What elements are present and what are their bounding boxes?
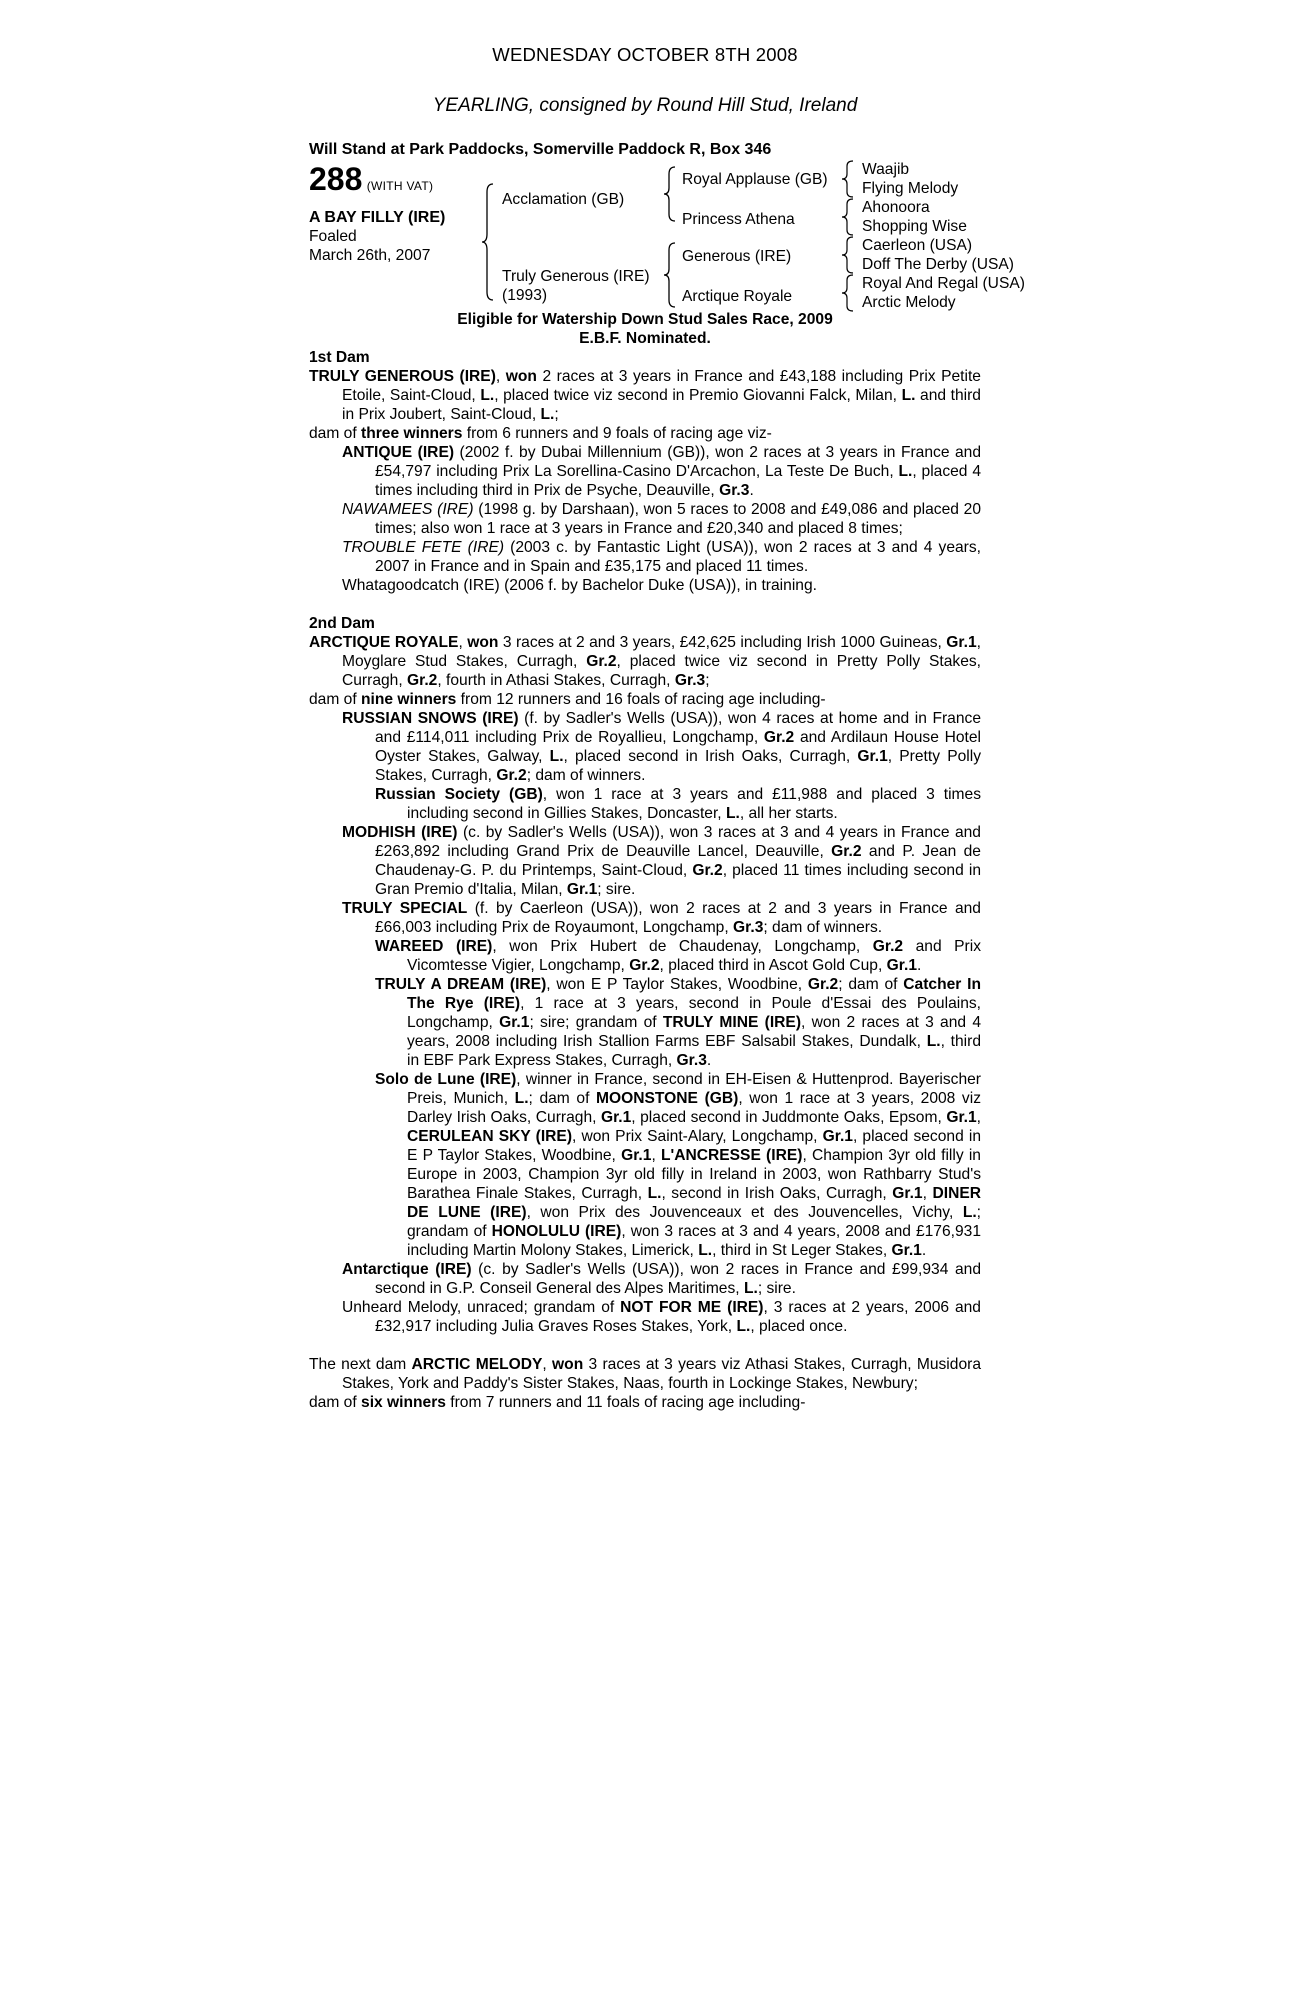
text: ; dam of — [838, 976, 904, 993]
race-grade: Gr.1 — [946, 1109, 977, 1126]
horse-name: CERULEAN SKY (IRE) — [407, 1128, 573, 1145]
text: , placed 4 times including third in Prix de Psyche, Deauville, — [375, 463, 981, 499]
text: , placed twice viz second in Premio Giovanni Falck, Milan, — [494, 387, 902, 404]
gen3-brace-1 — [841, 160, 855, 198]
text: , — [495, 368, 506, 385]
produce-unheard-melody — [309, 1298, 981, 1336]
horse-name: TRULY GENEROUS (IRE) — [309, 368, 496, 385]
horse-name: TRULY SPECIAL — [342, 900, 468, 917]
gen3-brace-2 — [841, 198, 855, 236]
foaled-date: March 26th, 2007 — [309, 247, 431, 264]
horse-name: NOT FOR ME (IRE) — [620, 1299, 764, 1316]
text: , Pretty Polly Stakes, Curragh, — [375, 748, 982, 784]
text: and Ardilaun House Hotel Oyster Stakes, Galway, — [375, 729, 981, 765]
produce-antique — [309, 443, 981, 500]
text: ; dam of winners. — [763, 919, 883, 936]
text: ; — [705, 672, 710, 689]
text: , placed twice viz second in Pretty Polly Stakes, Curragh, — [342, 653, 981, 689]
first-dam-produce-summary — [309, 424, 981, 443]
race-grade: Gr.1 — [946, 634, 977, 651]
race-grade: Gr.3 — [674, 672, 706, 689]
produce-nawamees — [309, 500, 981, 538]
race-grade: Gr.3 — [719, 482, 750, 499]
text: 3 races at 3 years viz Athasi Stakes, Curragh, Musidora Stakes, York and Paddy's Sister Stakes, Naas, fourth in Lockinge Stakes, Newbury; — [342, 1356, 981, 1392]
text: , third in St Leger Stakes, — [712, 1242, 892, 1259]
horse-name: Solo de Lune (IRE) — [375, 1071, 517, 1088]
text: , all her starts. — [739, 805, 838, 822]
text: (1998 g. by Darshaan), won 5 races to 2008 and £49,086 and placed 20 times; also won 1 race at 3 years in France and £20,340 and placed 8 times; — [375, 501, 981, 537]
second-dam-entry — [309, 633, 981, 690]
stand-location: Will Stand at Park Paddocks, Somerville Paddock R, Box 346 — [309, 141, 772, 158]
horse-name: MODHISH (IRE) — [342, 824, 458, 841]
text: , won Prix des Jouvenceaux et des Jouvencelles, Vichy, — [526, 1204, 963, 1221]
horse-name: TRULY A DREAM (IRE) — [375, 976, 547, 993]
race-grade: Gr.2 — [807, 976, 839, 993]
first-dam-heading: 1st Dam — [309, 349, 370, 366]
race-grade: Gr.1 — [499, 1014, 530, 1031]
race-grade: L. — [898, 463, 913, 480]
text: ; grandam of — [407, 1204, 982, 1240]
race-grade: Gr.1 — [600, 1109, 632, 1126]
text: , — [976, 1109, 981, 1126]
race-grade: Gr.1 — [892, 1185, 923, 1202]
text: The next dam — [309, 1356, 412, 1373]
race-grade: Gr.1 — [857, 748, 888, 765]
text: , 3 races at 2 years, 2006 and £32,917 including Julia Graves Roses Stakes, York, — [375, 1299, 981, 1335]
race-grade: L. — [514, 1090, 529, 1107]
produce-truly-a-dream — [309, 975, 981, 1070]
horse-name: NAWAMEES (IRE) — [342, 501, 474, 518]
horse-name: DINER DE LUNE (IRE) — [407, 1185, 982, 1221]
gen3-ancestor: Waajib — [862, 161, 910, 178]
pedigree-dam-sire: Generous (IRE) — [682, 248, 792, 265]
won-label: won — [552, 1356, 584, 1373]
gen3-ancestor: Doff The Derby (USA) — [862, 256, 1014, 273]
horse-name: ARCTIC MELODY — [411, 1356, 543, 1373]
horse-name: MOONSTONE (GB) — [596, 1090, 739, 1107]
race-grade: Gr.2 — [496, 767, 527, 784]
first-dam-entry — [309, 367, 981, 424]
race-grade: Gr.1 — [822, 1128, 853, 1145]
text: from 7 runners and 11 foals of racing age including- — [445, 1394, 806, 1411]
race-grade: L. — [743, 1280, 758, 1297]
text: dam of — [309, 1394, 362, 1411]
horse-name: RUSSIAN SNOWS (IRE) — [342, 710, 519, 727]
gen3-brace-4 — [841, 274, 855, 312]
text: , placed second in E P Taylor Stakes, Woodbine, — [407, 1128, 981, 1164]
race-grade: Gr.2 — [407, 672, 438, 689]
text: , winner in France, second in EH-Eisen & Huttenprod. Bayerischer Preis, Munich, — [407, 1071, 981, 1107]
text: . — [749, 482, 754, 499]
dam-line-brace — [663, 242, 677, 308]
pedigree-sire: Acclamation (GB) — [502, 191, 625, 208]
text: , placed second in Juddmonte Oaks, Epsom, — [631, 1109, 947, 1126]
gen3-ancestor: Ahonoora — [862, 199, 930, 216]
text: ; sire. — [597, 881, 636, 898]
produce-solo-de-lune — [309, 1070, 981, 1260]
text: 2 races at 3 years in France and £43,188 including Prix Petite Etoile, Saint-Cloud, — [342, 368, 981, 404]
next-dam-produce-summary — [309, 1393, 981, 1412]
text: ; dam of — [528, 1090, 597, 1107]
lot-number: 288 — [309, 161, 363, 197]
pedigree-dam-dam: Arctique Royale — [682, 288, 793, 305]
sire-dam-brace — [481, 182, 495, 302]
race-grade: L. — [698, 1242, 713, 1259]
produce-russian-snows — [309, 709, 981, 785]
second-dam-produce-summary — [309, 690, 981, 709]
horse-name: Russian Society (GB) — [375, 786, 543, 803]
race-grade: L. — [736, 1318, 751, 1335]
text: , placed 11 times including second in Gran Premio d'Italia, Milan, — [375, 862, 981, 898]
text: , fourth in Athasi Stakes, Curragh, — [437, 672, 675, 689]
produce-whatagoodcatch: Whatagoodcatch (IRE) (2006 f. by Bachelor Duke (USA)), in training. — [342, 577, 817, 594]
pedigree-dam: Truly Generous (IRE) — [502, 268, 650, 285]
produce-truly-special — [309, 899, 981, 937]
text: from 6 runners and 9 foals of racing age viz- — [462, 425, 772, 442]
ebf-line: E.B.F. Nominated. — [579, 330, 711, 347]
text: , third in EBF Park Express Stakes, Curragh, — [407, 1033, 982, 1069]
winners-count: six winners — [361, 1394, 446, 1411]
race-grade: L. — [549, 748, 564, 765]
eligibility-line: Eligible for Watership Down Stud Sales Race, 2009 — [457, 311, 833, 328]
race-grade: Gr.2 — [872, 938, 904, 955]
gen3-brace-3 — [841, 236, 855, 274]
text: , Champion 3yr old filly in Europe in 2003, Champion 3yr old filly in Ireland in 2003, won Rathbarry Stud's Barathea Finale Stakes, Curragh, — [407, 1147, 981, 1202]
produce-trouble-fete — [309, 538, 981, 576]
text: , placed second in Irish Oaks, Curragh, — [563, 748, 858, 765]
catalogue-page — [309, 44, 1025, 1412]
produce-modhish — [309, 823, 981, 899]
text: , won E P Taylor Stakes, Woodbine, — [546, 976, 808, 993]
winners-count: nine winners — [361, 691, 457, 708]
horse-name: WAREED (IRE) — [375, 938, 493, 955]
race-grade: Gr.1 — [566, 881, 598, 898]
text: , — [458, 634, 468, 651]
race-grade: Gr.1 — [621, 1147, 652, 1164]
text: (f. by Caerleon (USA)), won 2 races at 2 and 3 years in France and £66,003 including Prix de Royaumont, Longchamp, — [375, 900, 981, 936]
text: ; sire; grandam of — [529, 1014, 663, 1031]
race-grade: L. — [962, 1204, 977, 1221]
text: from 12 runners and 16 foals of racing age including- — [456, 691, 826, 708]
race-grade: L. — [725, 805, 740, 822]
text: and Prix Vicomtesse Vigier, Longchamp, — [407, 938, 981, 974]
race-grade: Gr.3 — [676, 1052, 707, 1069]
text: . — [917, 957, 922, 974]
race-grade: L. — [480, 387, 495, 404]
text: ; — [554, 406, 559, 423]
text: and P. Jean de Chaudenay-G. P. du Printemps, Saint-Cloud, — [375, 843, 981, 879]
text: dam of — [309, 425, 362, 442]
gen3-ancestor: Flying Melody — [862, 180, 959, 197]
text: , won 1 race at 3 years and £11,988 and placed 3 times including second in Gillies Stakes, Doncaster, — [407, 786, 981, 822]
pedigree-sire-sire: Royal Applause (GB) — [682, 171, 828, 188]
horse-name: L'ANCRESSE (IRE) — [660, 1147, 803, 1164]
text: , placed once. — [750, 1318, 848, 1335]
race-grade: L. — [901, 387, 916, 404]
race-grade: L. — [926, 1033, 941, 1050]
text: ; sire. — [757, 1280, 796, 1297]
race-grade: Gr.2 — [692, 862, 723, 879]
horse-name: TRULY MINE (IRE) — [662, 1014, 802, 1031]
pedigree-dam-year: (1993) — [502, 287, 548, 304]
text: , won 3 races at 3 and 4 years, 2008 and £176,931 including Martin Molony Stakes, Limerick, — [407, 1223, 981, 1259]
race-grade: Gr.2 — [586, 653, 617, 670]
text: , won 2 races at 3 and 4 years, 2008 including Irish Stallion Farms EBF Salsabil Stakes, Dundalk, — [407, 1014, 982, 1050]
pedigree-block — [309, 160, 1025, 311]
foaled-label: Foaled — [309, 228, 357, 245]
vat-note: (WITH VAT) — [366, 179, 434, 193]
produce-russian-society — [309, 785, 981, 823]
produce-antarctique — [309, 1260, 981, 1298]
won-label: won — [505, 368, 537, 385]
text: (c. by Sadler's Wells (USA)), won 2 races in France and £99,934 and second in G.P. Conseil General des Alpes Maritimes, — [375, 1261, 981, 1297]
text: , won Prix Hubert de Chaudenay, Longchamp, — [492, 938, 873, 955]
horse-name: ARCTIQUE ROYALE — [309, 634, 459, 651]
race-grade: L. — [540, 406, 555, 423]
text: , second in Irish Oaks, Curragh, — [661, 1185, 893, 1202]
consignment-line: YEARLING, consigned by Round Hill Stud, Ireland — [432, 95, 858, 116]
race-grade: Gr.1 — [886, 957, 917, 974]
next-dam-entry — [309, 1355, 981, 1393]
gen3-ancestor: Shopping Wise — [862, 218, 967, 235]
text: . — [706, 1052, 712, 1069]
text: , Moyglare Stud Stakes, Curragh, — [342, 634, 981, 670]
race-grade: Gr.2 — [831, 843, 862, 860]
gen3-ancestor: Royal And Regal (USA) — [862, 275, 1025, 292]
race-grade: Gr.1 — [891, 1242, 922, 1259]
race-grade: Gr.2 — [763, 729, 795, 746]
text: Unheard Melody, unraced; grandam of — [342, 1299, 621, 1316]
horse-name: TROUBLE FETE (IRE) — [342, 539, 505, 556]
gen3-ancestor: Caerleon (USA) — [862, 237, 973, 254]
text: (c. by Sadler's Wells (USA)), won 3 races at 3 and 4 years in France and £263,892 including Grand Prix de Deauville Lancel, Deauville, — [375, 824, 981, 860]
race-grade: Gr.3 — [733, 919, 764, 936]
horse-name: HONOLULU (IRE) — [491, 1223, 622, 1240]
horse-name: Antarctique (IRE) — [342, 1261, 472, 1278]
race-grade: L. — [647, 1185, 662, 1202]
text: , placed third in Ascot Gold Cup, — [659, 957, 887, 974]
text: (f. by Sadler's Wells (USA)), won 4 races at home and in France and £114,011 including Prix de Royallieu, Longchamp, — [375, 710, 981, 746]
text: ; dam of winners. — [526, 767, 646, 784]
text: , — [651, 1147, 661, 1164]
text: , won 1 race at 3 years, 2008 viz Darley Irish Oaks, Curragh, — [407, 1090, 981, 1126]
sire-line-brace — [663, 166, 677, 222]
lot-number-line — [309, 162, 433, 196]
text: , — [542, 1356, 553, 1373]
text: , 1 race at 3 years, second in Poule d'Essai des Poulains, Longchamp, — [407, 995, 982, 1031]
second-dam-heading: 2nd Dam — [309, 615, 375, 632]
text: , won Prix Saint-Alary, Longchamp, — [572, 1128, 823, 1145]
produce-wareed — [309, 937, 981, 975]
text: (2003 c. by Fantastic Light (USA)), won 2 races at 3 and 4 years, 2007 in France and in Spain and £35,175 and placed 11 times. — [375, 539, 981, 575]
text: 3 races at 2 and 3 years, £42,625 including Irish 1000 Guineas, — [498, 634, 947, 651]
horse-name: Catcher In The Rye (IRE) — [407, 976, 981, 1012]
lot-title: A BAY FILLY (IRE) — [309, 209, 446, 226]
text: . — [921, 1242, 927, 1259]
text: and third in Prix Joubert, Saint-Cloud, — [342, 387, 981, 423]
gen3-ancestor: Arctic Melody — [862, 294, 956, 311]
sale-date: WEDNESDAY OCTOBER 8TH 2008 — [492, 44, 798, 65]
text: (2002 f. by Dubai Millennium (GB)), won 2 races at 3 years in France and £54,797 including Prix La Sorellina-Casino D'Arcachon, La Teste De Buch, — [375, 444, 981, 480]
horse-name: ANTIQUE (IRE) — [342, 444, 455, 461]
won-label: won — [467, 634, 499, 651]
pedigree-sire-dam: Princess Athena — [682, 211, 795, 228]
text: dam of — [309, 691, 362, 708]
race-grade: Gr.2 — [629, 957, 660, 974]
text: , — [922, 1185, 933, 1202]
winners-count: three winners — [361, 425, 463, 442]
